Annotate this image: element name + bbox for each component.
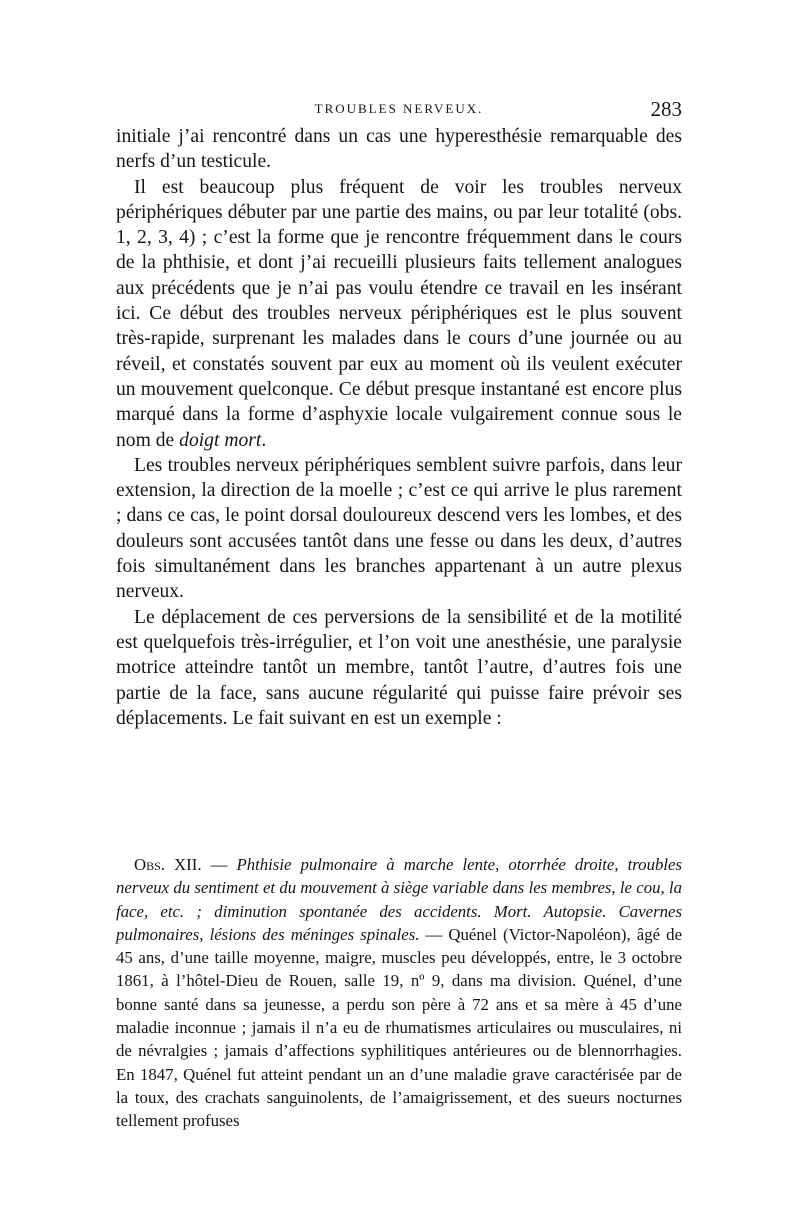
observation-dash-2: — bbox=[419, 924, 449, 944]
paragraph-2 bbox=[116, 175, 682, 453]
paragraph-1 bbox=[116, 124, 682, 175]
paragraph-4 bbox=[116, 605, 682, 731]
paragraph-2-text: Il est beaucoup plus fréquent de voir les troubles nerveux périphériques débuter par une partie des mains, ou par leur totalité (obs. 1, 2, 3, 4) ; c’est la forme que je rencontre fréquemment dans le cours de la phthisie, et dont j’ai recueilli plusieurs faits tellement analogues aux précédents que je n’ai pas voulu étendre ce travail en les insérant ici. Ce début des troubles nerveux périphériques est le plus souvent très-rapide, surprenant les malades dans le cours d’une journée ou au réveil, et constatés souvent par eux au moment où ils veulent exécuter un mouvement quelconque. Ce début presque instantané est encore plus marqué dans la forme d’asphyxie locale vulgairement connue sous le nom de bbox=[116, 176, 682, 451]
paragraph-2-italic: doigt mort bbox=[179, 429, 262, 451]
paragraph-1-text: initiale j’ai rencontré dans un cas une hyperesthésie remarquable des nerfs d’un testicule. bbox=[116, 126, 682, 173]
observation-paragraph bbox=[116, 853, 682, 1133]
body-text bbox=[116, 124, 682, 731]
paragraph-2-end: . bbox=[261, 429, 267, 451]
observation-text: Quénel (Victor-Napoléon), âgé de 45 ans, d’une taille moyenne, maigre, muscles peu développés, entre, le 3 octobre 1861, à l’hôtel-Dieu de Rouen, salle 19, nº 9, dans ma division. Quénel, d’une bonne santé dans sa jeunesse, a perdu son père à 72 ans et sa mère à 45 d’une maladie inconnue ; jamais il n’a eu de rhumatismes articulaires ou musculaires, ni de névralgies ; jamais d’affections syphilitiques antérieures ou de blennorrhagies. En 1847, Quénel fut atteint pendant un an d’une maladie grave caractérisée par de la toux, des crachats sanguinolents, de l’amaigrissement, et des sueurs nocturnes tellement profuses bbox=[116, 924, 683, 1131]
observation-dash: — bbox=[201, 855, 237, 874]
observation-block bbox=[116, 853, 682, 1133]
paragraph-3 bbox=[116, 453, 682, 605]
observation-label: Obs. XII. bbox=[134, 855, 202, 874]
running-title: TROUBLES NERVEUX. bbox=[314, 101, 484, 116]
running-head bbox=[116, 97, 682, 123]
paragraph-4-text: Le déplacement de ces perversions de la sensibilité et de la motilité est quelquefois très-irrégulier, et l’on voit une anesthésie, une paralysie motrice atteindre tantôt un membre, tantôt l’autre, d’autres fois une partie de la face, sans aucune régularité qui puisse faire prévoir ses déplacements. Le fait suivant en est un exemple : bbox=[116, 606, 682, 729]
paragraph-3-text: Les troubles nerveux périphériques semblent suivre parfois, dans leur extension, la direction de la moelle ; c’est ce qui arrive le plus rarement ; dans ce cas, le point dorsal douloureux descend vers les lombes, et des douleurs sont accusées tantôt dans une fesse ou dans les deux, d’autres fois simultanément dans les branches appartenant à un autre plexus nerveux. bbox=[116, 454, 682, 603]
page-number: 283 bbox=[650, 97, 682, 121]
observation-title: Phthisie pulmonaire à marche lente, otorrhée droite, troubles nerveux du sentiment et du mouvement à siège variable dans les membres, le cou, la face, etc. ; diminution spontanée des accidents. Mort. Autopsie. Cavernes pulmonaires, lésions des méninges spinales. bbox=[116, 855, 682, 944]
